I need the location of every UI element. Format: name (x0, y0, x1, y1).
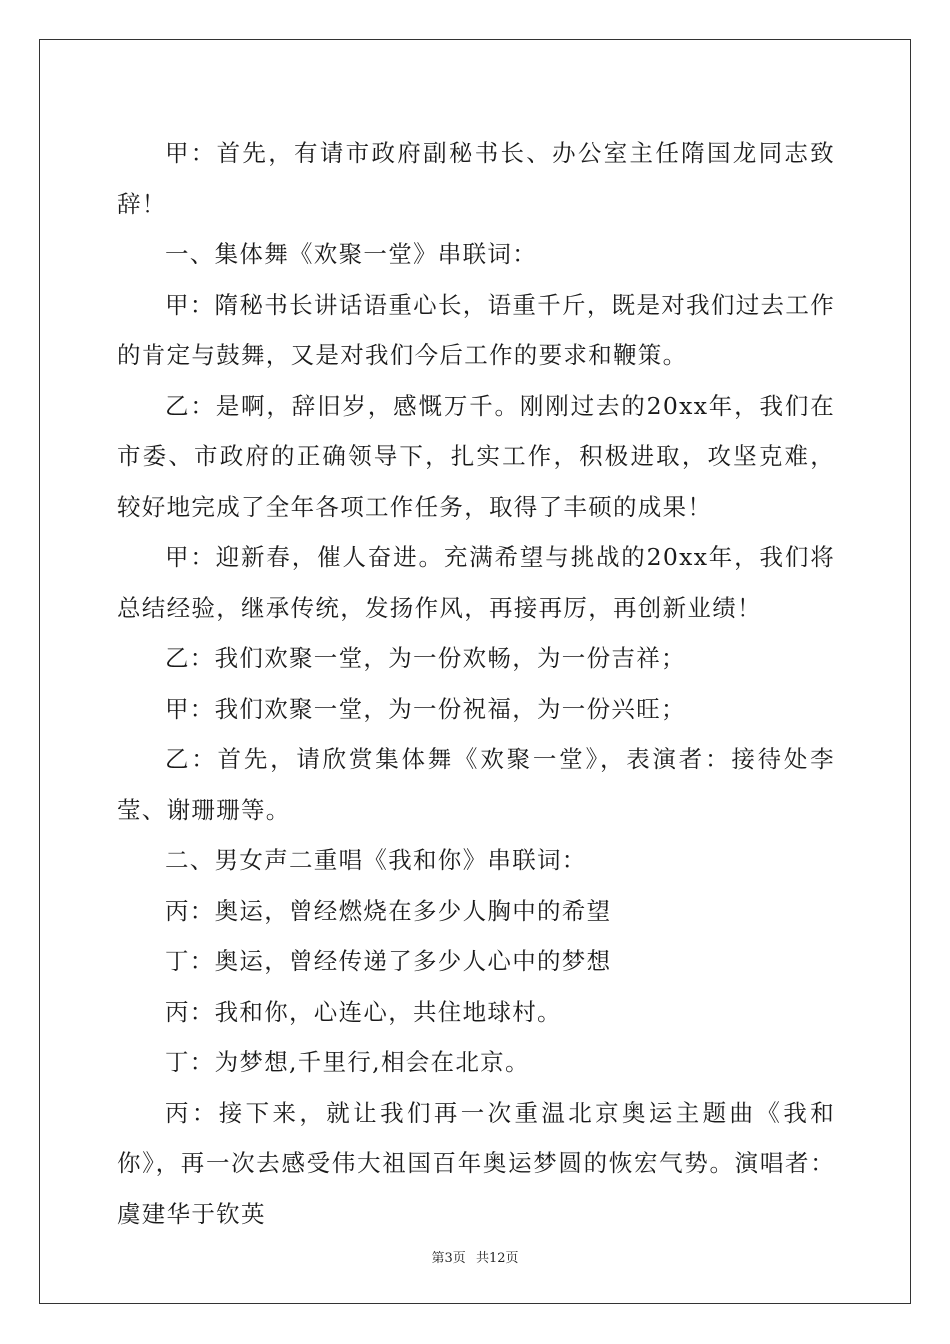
paragraph: 丙：我和你，心连心，共住地球村。 (165, 997, 562, 1026)
paragraph: 甲：隋秘书长讲话语重心长，语重千斤，既是对我们过去工作的肯定与鼓舞，又是对我们今后工作的要求和鞭策。 (117, 290, 835, 369)
paragraph: 甲：迎新春，催人奋进。充满希望与挑战的20xx年，我们将总结经验，继承传统，发扬作风，再接再厉，再创新业绩！ (117, 543, 835, 622)
paragraph: 丁：奥运，曾经传递了多少人心中的梦想 (165, 947, 612, 975)
page-footer (0, 1247, 950, 1266)
section-heading: 二、男女声二重唱《我和你》串联词： (165, 846, 587, 874)
paragraph: 丙：奥运，曾经燃烧在多少人胸中的希望 (165, 896, 612, 925)
paragraph: 乙：是啊，辞旧岁，感慨万千。刚刚过去的20xx年，我们在市委、市政府的正确领导下，扎实工作，积极进取，攻坚克难，较好地完成了全年各项工作任务，取得了丰硕的成果！ (117, 391, 835, 521)
page-total: 共12页 (475, 1251, 519, 1266)
document-body (117, 128, 835, 1239)
paragraph: 甲：我们欢聚一堂，为一份祝福，为一份兴旺； (165, 694, 686, 723)
page-number: 第3页 (431, 1251, 466, 1266)
paragraph: 乙：我们欢聚一堂，为一份欢畅，为一份吉祥； (165, 644, 686, 672)
section-heading: 一、集体舞《欢聚一堂》串联词： (165, 240, 537, 268)
paragraph: 丙：接下来，就让我们再一次重温北京奥运主题曲《我和你》，再一次去感受伟大祖国百年奥运梦圆的恢宏气势。演唱者：虞建华于钦英 (117, 1098, 835, 1228)
paragraph: 乙：首先，请欣赏集体舞《欢聚一堂》，表演者：接待处李莹、谢珊珊等。 (117, 745, 835, 824)
paragraph: 甲：首先，有请市政府副秘书长、办公室主任隋国龙同志致辞！ (117, 139, 835, 218)
paragraph: 丁：为梦想,千里行,相会在北京。 (165, 1048, 530, 1076)
